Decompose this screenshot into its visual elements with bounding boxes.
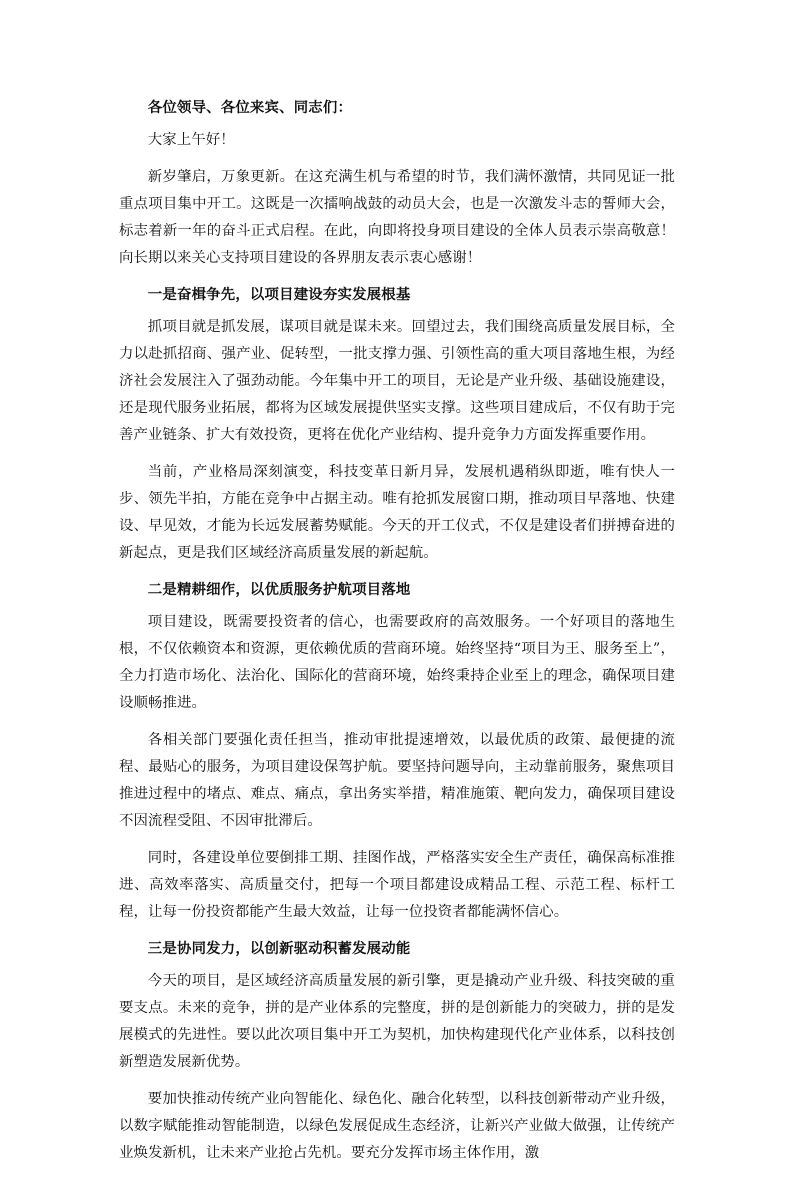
section-3-paragraph-2: 要加快推动传统产业向智能化、绿色化、融合化转型，以科技创新带动产业升级，以数字赋能推动智能制造，以绿色发展促成生态经济，让新兴产业做大做强，让传统产业焕发新机，让未来产业抢占先机。要充分发挥市场主体作用，激 (119, 1091, 675, 1161)
section-3-heading: 三是协同发力，以创新驱动积蓄发展动能 (147, 941, 411, 957)
section-2-heading: 二是精耕细作，以优质服务护航项目落地 (147, 582, 411, 598)
section-1-heading: 一是奋楫争先，以项目建设夯实发展根基 (147, 287, 411, 303)
section-1-paragraph-2: 当前，产业格局深刻演变，科技变革日新月异，发展机遇稍纵即逝，唯有快人一步、领先半拍，方能在竞争中占据主动。唯有抢抓发展窗口期，推动项目早落地、快建设、早见效，才能为长远发展蓄势赋能。今天的开工仪式，不仅是建设者们拼搏奋进的新起点，更是我们区域经济高质量发展的新起航。 (119, 464, 675, 561)
intro-paragraph: 新岁肇启，万象更新。在这充满生机与希望的时节，我们满怀激情，共同见证一批重点项目集中开工。这既是一次擂响战鼓的动员大会，也是一次激发斗志的誓师大会，标志着新一年的奋斗正式启程。在此，向即将投身项目建设的全体人员表示崇高敬意！向长期以来关心支持项目建设的各界朋友表示衷心感谢！ (119, 169, 675, 266)
section-1-paragraph-1: 抓项目就是抓发展，谋项目就是谋未来。回望过去，我们围绕高质量发展目标，全力以赴抓招商、强产业、促转型，一批支撑力强、引领性高的重大项目落地生根，为经济社会发展注入了强劲动能。今年集中开工的项目，无论是产业升级、基础设施建设，还是现代服务业拓展，都将为区域发展提供坚实支撑。这些项目建成后，不仅有助于完善产业链条、扩大有效投资，更将在优化产业结构、提升竞争力方面发挥重要作用。 (119, 319, 675, 443)
section-3-paragraph-1: 今天的项目，是区域经济高质量发展的新引擎，更是撬动产业升级、科技突破的重要支点。未来的竞争，拼的是产业体系的完整度，拼的是创新能力的突破力，拼的是发展模式的先进性。要以此次项目集中开工为契机，加快构建现代化产业体系，以科技创新塑造发展新优势。 (119, 973, 675, 1070)
section-2-paragraph-3: 同时，各建设单位要倒排工期、挂图作战，严格落实安全生产责任，确保高标准推进、高效率落实、高质量交付，把每一个项目都建设成精品工程、示范工程、标杆工程，让每一份投资都能产生最大效益，让每一位投资者都能满怀信心。 (119, 850, 675, 920)
greeting: 大家上午好！ (147, 132, 235, 148)
document-page (119, 95, 675, 1177)
section-2-paragraph-2: 各相关部门要强化责任担当，推动审批提速增效，以最优质的政策、最便捷的流程、最贴心的服务，为项目建设保驾护航。要坚持问题导向，主动靠前服务，聚焦项目推进过程中的堵点、难点、痛点，拿出务实举措，精准施策、靶向发力，确保项目建设不因流程受阻、不因审批滞后。 (119, 732, 675, 829)
section-2-paragraph-1: 项目建设，既需要投资者的信心，也需要政府的高效服务。一个好项目的落地生根，不仅依赖资本和资源，更依赖优质的营商环境。始终坚持“项目为王、服务至上”，全力打造市场化、法治化、国际化的营商环境，始终秉持企业至上的理念，确保项目建设顺畅推进。 (119, 614, 675, 711)
salutation: 各位领导、各位来宾、同志们： (147, 100, 353, 116)
